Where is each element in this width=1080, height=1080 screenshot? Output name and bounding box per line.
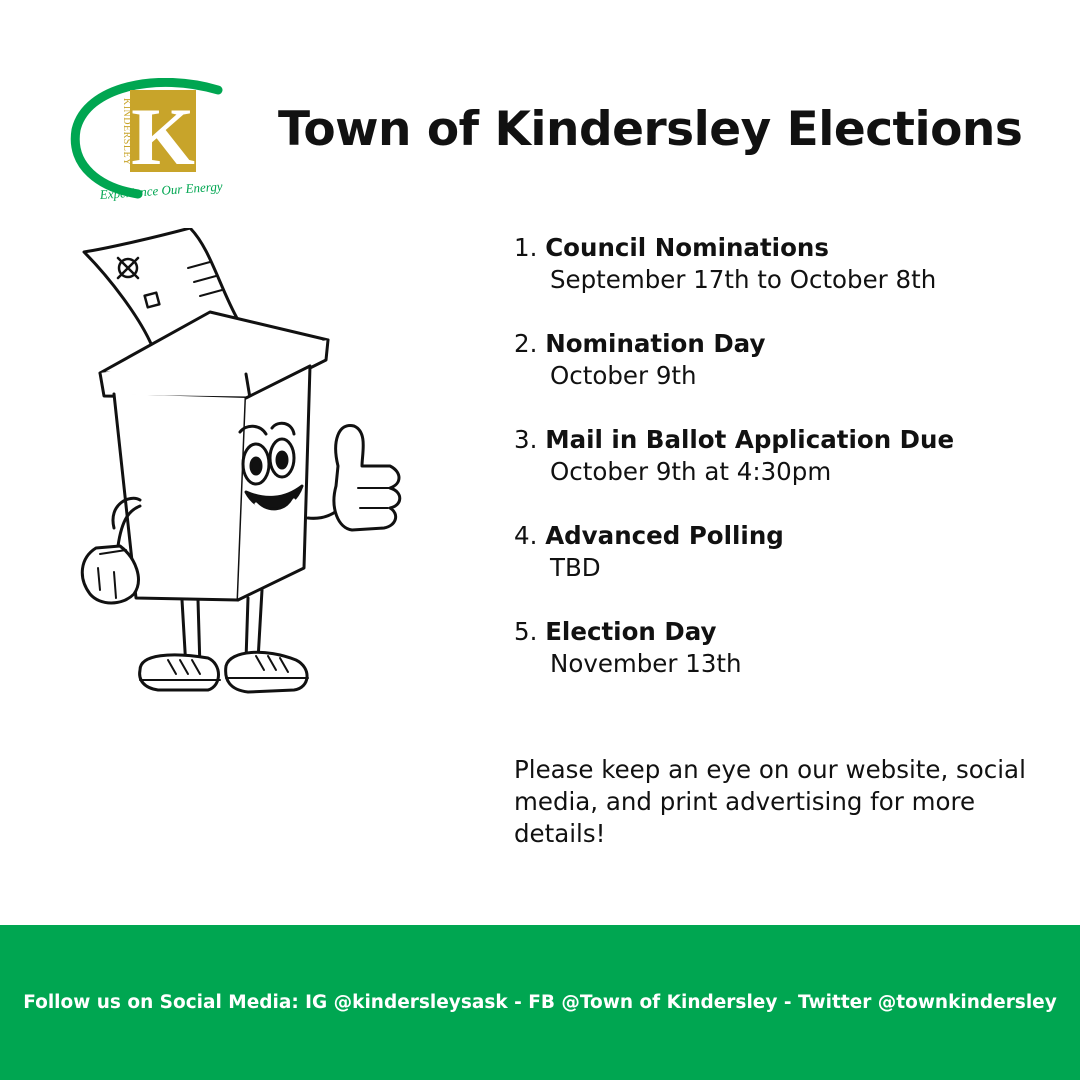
logo-tagline: Experience Our Energy (99, 178, 224, 203)
logo-arc-text: KINDERSLEY (121, 98, 132, 166)
event-number: 3. (514, 425, 538, 454)
event-heading (514, 616, 1054, 648)
event-heading (514, 232, 1054, 264)
event-date: October 9th at 4:30pm (550, 457, 832, 486)
event-date: October 9th (550, 361, 697, 390)
event-heading (514, 520, 1054, 552)
list-item (514, 616, 1054, 680)
list-item (514, 520, 1054, 584)
footer-banner (0, 925, 1080, 1080)
event-number: 4. (514, 521, 538, 550)
event-name: Mail in Ballot Application Due (545, 425, 955, 454)
logo-letter: K (131, 91, 195, 182)
election-dates-list (514, 232, 1054, 712)
social-media-text: Follow us on Social Media: IG @kindersleysask - FB @Town of Kindersley - Twitter @townkindersley (23, 992, 1057, 1013)
event-name: Advanced Polling (545, 521, 784, 550)
event-heading (514, 328, 1054, 360)
list-item (514, 328, 1054, 392)
event-number: 1. (514, 233, 538, 262)
info-note: Please keep an eye on our website, social media, and print advertising for more details! (514, 755, 1026, 848)
event-name: Election Day (545, 617, 717, 646)
event-name: Council Nominations (545, 233, 829, 262)
kindersley-logo (68, 78, 248, 208)
event-number: 2. (514, 329, 538, 358)
ballot-box-mascot-illustration (70, 228, 420, 708)
event-date: November 13th (550, 649, 742, 678)
event-heading (514, 424, 1054, 456)
event-number: 5. (514, 617, 538, 646)
event-date: TBD (550, 553, 601, 582)
event-name: Nomination Day (545, 329, 766, 358)
page-title: Town of Kindersley Elections (278, 102, 1023, 157)
list-item (514, 424, 1054, 488)
list-item (514, 232, 1054, 296)
event-date: September 17th to October 8th (550, 265, 937, 294)
